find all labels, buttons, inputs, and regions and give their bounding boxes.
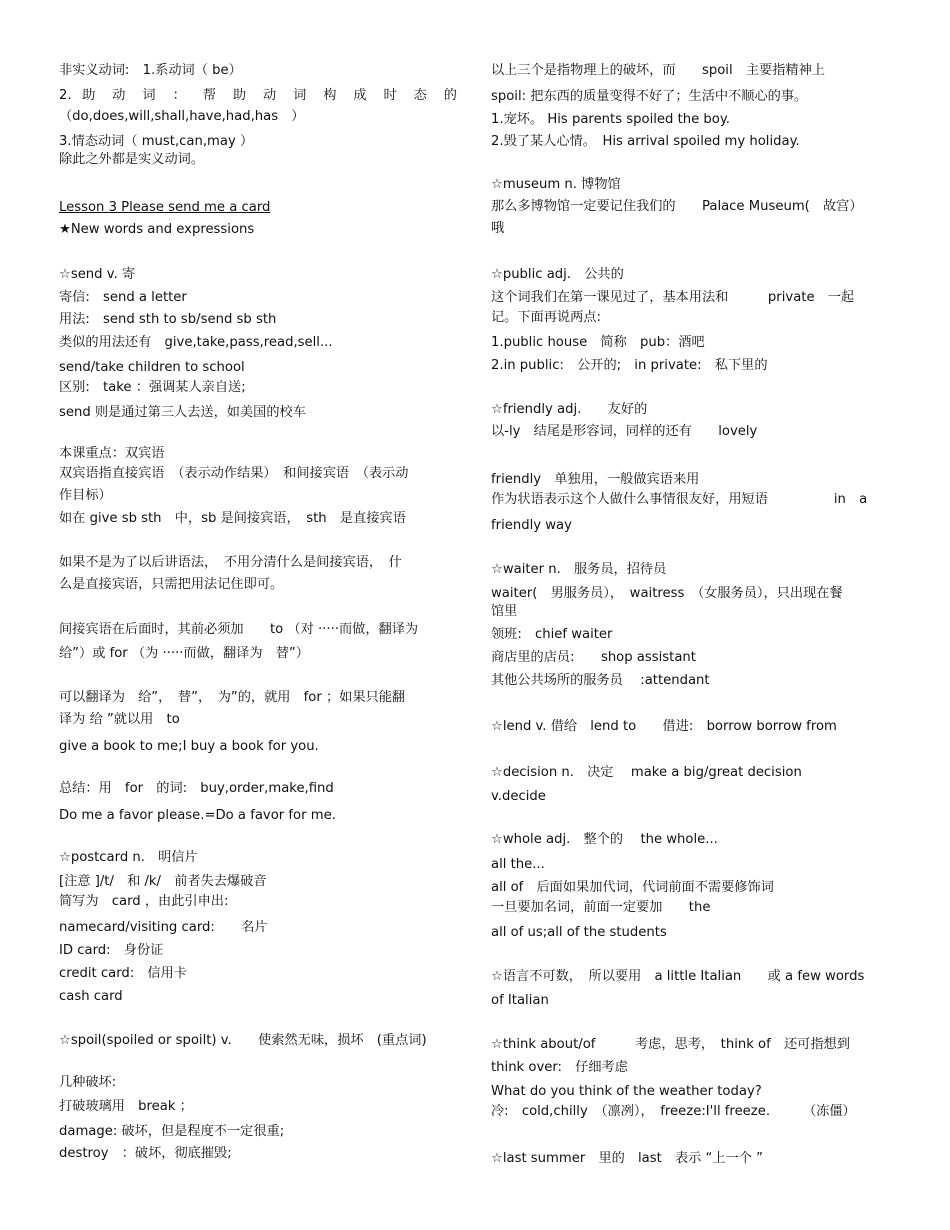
text-line: all of 后面如果加代词，代词前面不需要修饰词 <box>491 880 774 895</box>
text-line: 2.in public: 公开的; in private: 私下里的 <box>491 358 768 373</box>
text-line: 本课重点：双宾语 <box>59 446 165 461</box>
vocab-entry-heading: ☆语言不可数， 所以要用 a little Italian 或 a few words <box>491 969 865 984</box>
vocab-entry-heading: ☆postcard n. 明信片 <box>59 850 198 865</box>
vocab-entry-heading: ☆spoil(spoiled or spoilt) v. 使索然无味，损坏 (重点词) <box>59 1033 427 1048</box>
text-line: Do me a favor please.=Do a favor for me. <box>59 808 336 823</box>
text-line: send/take children to school <box>59 360 245 375</box>
text-line: 除此之外都是实义动词。 <box>59 152 205 167</box>
text-line: credit card: 信用卡 <box>59 966 187 981</box>
text-line: What do you think of the weather today? <box>491 1084 762 1099</box>
vocab-entry-heading: ☆friendly adj. 友好的 <box>491 402 648 417</box>
text-line: 作目标） <box>59 488 112 503</box>
lesson-title: Lesson 3 Please send me a card <box>59 200 271 215</box>
vocab-entry-heading: ☆last summer 里的 last 表示 “上一个 ” <box>491 1151 763 1166</box>
text-line: 作为状语表示这个人做什么事情很友好，用短语 in a <box>491 492 868 507</box>
text-line: 非实义动词: 1.系动词（ be） <box>59 63 242 78</box>
text-line: of Italian <box>491 993 549 1008</box>
text-line: 区别: take ：强调某人亲自送; <box>59 380 246 395</box>
vocab-entry-heading: ☆lend v. 借给 lend to 借进: borrow borrow from <box>491 719 837 734</box>
text-line: 可以翻译为 给”， 替”， 为”的，就用 for ；如果只能翻 <box>59 690 406 705</box>
text-line: think over: 仔细考虑 <box>491 1060 628 1075</box>
text-line: 馆里 <box>491 604 518 619</box>
text-line: 双宾语指直接宾语 （表示动作结果） 和间接宾语 （表示动 <box>59 466 409 481</box>
text-line: 用法: send sth to sb/send sb sth <box>59 312 277 327</box>
text-line: 领班: chief waiter <box>491 627 613 642</box>
vocab-entry-heading: ☆museum n. 博物馆 <box>491 177 621 192</box>
text-line: 如果不是为了以后讲语法， 不用分清什么是间接宾语， 什 <box>59 555 402 570</box>
text-line: 3.情态动词（ must,can,may ） <box>59 134 254 149</box>
text-line: 一旦要加名词，前面一定要加 the <box>491 900 711 915</box>
text-line: 其他公共场所的服务员 :attendant <box>491 673 710 688</box>
section-heading: ★New words and expressions <box>59 222 255 237</box>
text-line: 2.毁了某人心情。 His arrival spoiled my holiday. <box>491 134 800 149</box>
vocab-entry-heading: ☆send v. 寄 <box>59 267 136 282</box>
text-line: give a book to me;I buy a book for you. <box>59 739 319 754</box>
text-line: destroy ：破坏，彻底摧毁; <box>59 1146 232 1161</box>
text-line: 总结：用 for 的词: buy,order,make,find <box>59 781 334 796</box>
vocab-entry-heading: ☆decision n. 决定 make a big/great decision <box>491 765 802 780</box>
text-line: all the... <box>491 857 545 872</box>
text-line: waiter( 男服务员）， waitress （女服务员），只出现在餐 <box>491 586 843 601</box>
text-line: 1.public house 简称 pub：酒吧 <box>491 335 705 350</box>
text-line: 哦 <box>491 221 505 236</box>
vocab-entry-heading: ☆think about/of 考虑，思考， think of 还可指想到 <box>491 1037 850 1052</box>
text-line: 冷: cold,chilly （凛冽）， freeze:I'll freeze. （冻僵） <box>491 1104 856 1119</box>
text-line: friendly 单独用，一般做宾语来用 <box>491 472 700 487</box>
text-line: 以-ly 结尾是形容词，同样的还有 lovely <box>491 424 758 439</box>
text-line: 打破玻璃用 break ； <box>59 1099 193 1114</box>
text-line: v.decide <box>491 789 546 804</box>
text-line: [注意 ]/t/ 和 /k/ 前者失去爆破音 <box>59 874 267 889</box>
text-line: 如在 give sb sth 中，sb 是间接宾语， sth 是直接宾语 <box>59 511 406 526</box>
text-line: 以上三个是指物理上的破坏，而 spoil 主要指精神上 <box>491 63 825 78</box>
text-line: send 则是通过第三人去送，如美国的校车 <box>59 405 306 420</box>
text-line: 记。下面再说两点: <box>491 310 601 325</box>
vocab-entry-heading: ☆public adj. 公共的 <box>491 267 624 282</box>
text-line: 类似的用法还有 give,take,pass,read,sell... <box>59 335 333 350</box>
text-line: 1.宠坏。 His parents spoiled the boy. <box>491 112 730 127</box>
text-line: 这个词我们在第一课见过了，基本用法和 private 一起 <box>491 290 855 305</box>
text-line: 几种破坏: <box>59 1075 117 1090</box>
text-line: friendly way <box>491 518 572 533</box>
text-line: 那么多博物馆一定要记住我们的 Palace Museum( 故宫） <box>491 199 863 214</box>
text-line: 间接宾语在后面时，其前必须加 to （对 ·····而做，翻译为 <box>59 622 419 637</box>
vocab-entry-heading: ☆waiter n. 服务员，招待员 <box>491 562 667 577</box>
text-line: 2. 助 动 词 ： 帮 助 动 词 构 成 时 态 的 <box>59 88 457 103</box>
text-line: damage: 破坏，但是程度不一定很重; <box>59 1124 285 1139</box>
text-line: ID card: 身份证 <box>59 943 164 958</box>
text-line: spoil: 把东西的质量变得不好了；生活中不顺心的事。 <box>491 89 808 104</box>
text-line: cash card <box>59 989 123 1004</box>
vocab-entry-heading: ☆whole adj. 整个的 the whole... <box>491 832 718 847</box>
text-line: 译为 给 ”就以用 to <box>59 712 180 727</box>
text-line: 给”）或 for （为 ·····而做，翻译为 替”） <box>59 646 309 661</box>
text-line: 商店里的店员: shop assistant <box>491 650 696 665</box>
text-line: namecard/visiting card: 名片 <box>59 920 268 935</box>
text-line: 寄信: send a letter <box>59 290 187 305</box>
text-line: （do,does,will,shall,have,had,has ） <box>59 109 305 124</box>
text-line: 么是直接宾语，只需把用法记住即可。 <box>59 577 284 592</box>
text-line: 简写为 card ，由此引申出: <box>59 894 229 909</box>
text-line: all of us;all of the students <box>491 925 667 940</box>
